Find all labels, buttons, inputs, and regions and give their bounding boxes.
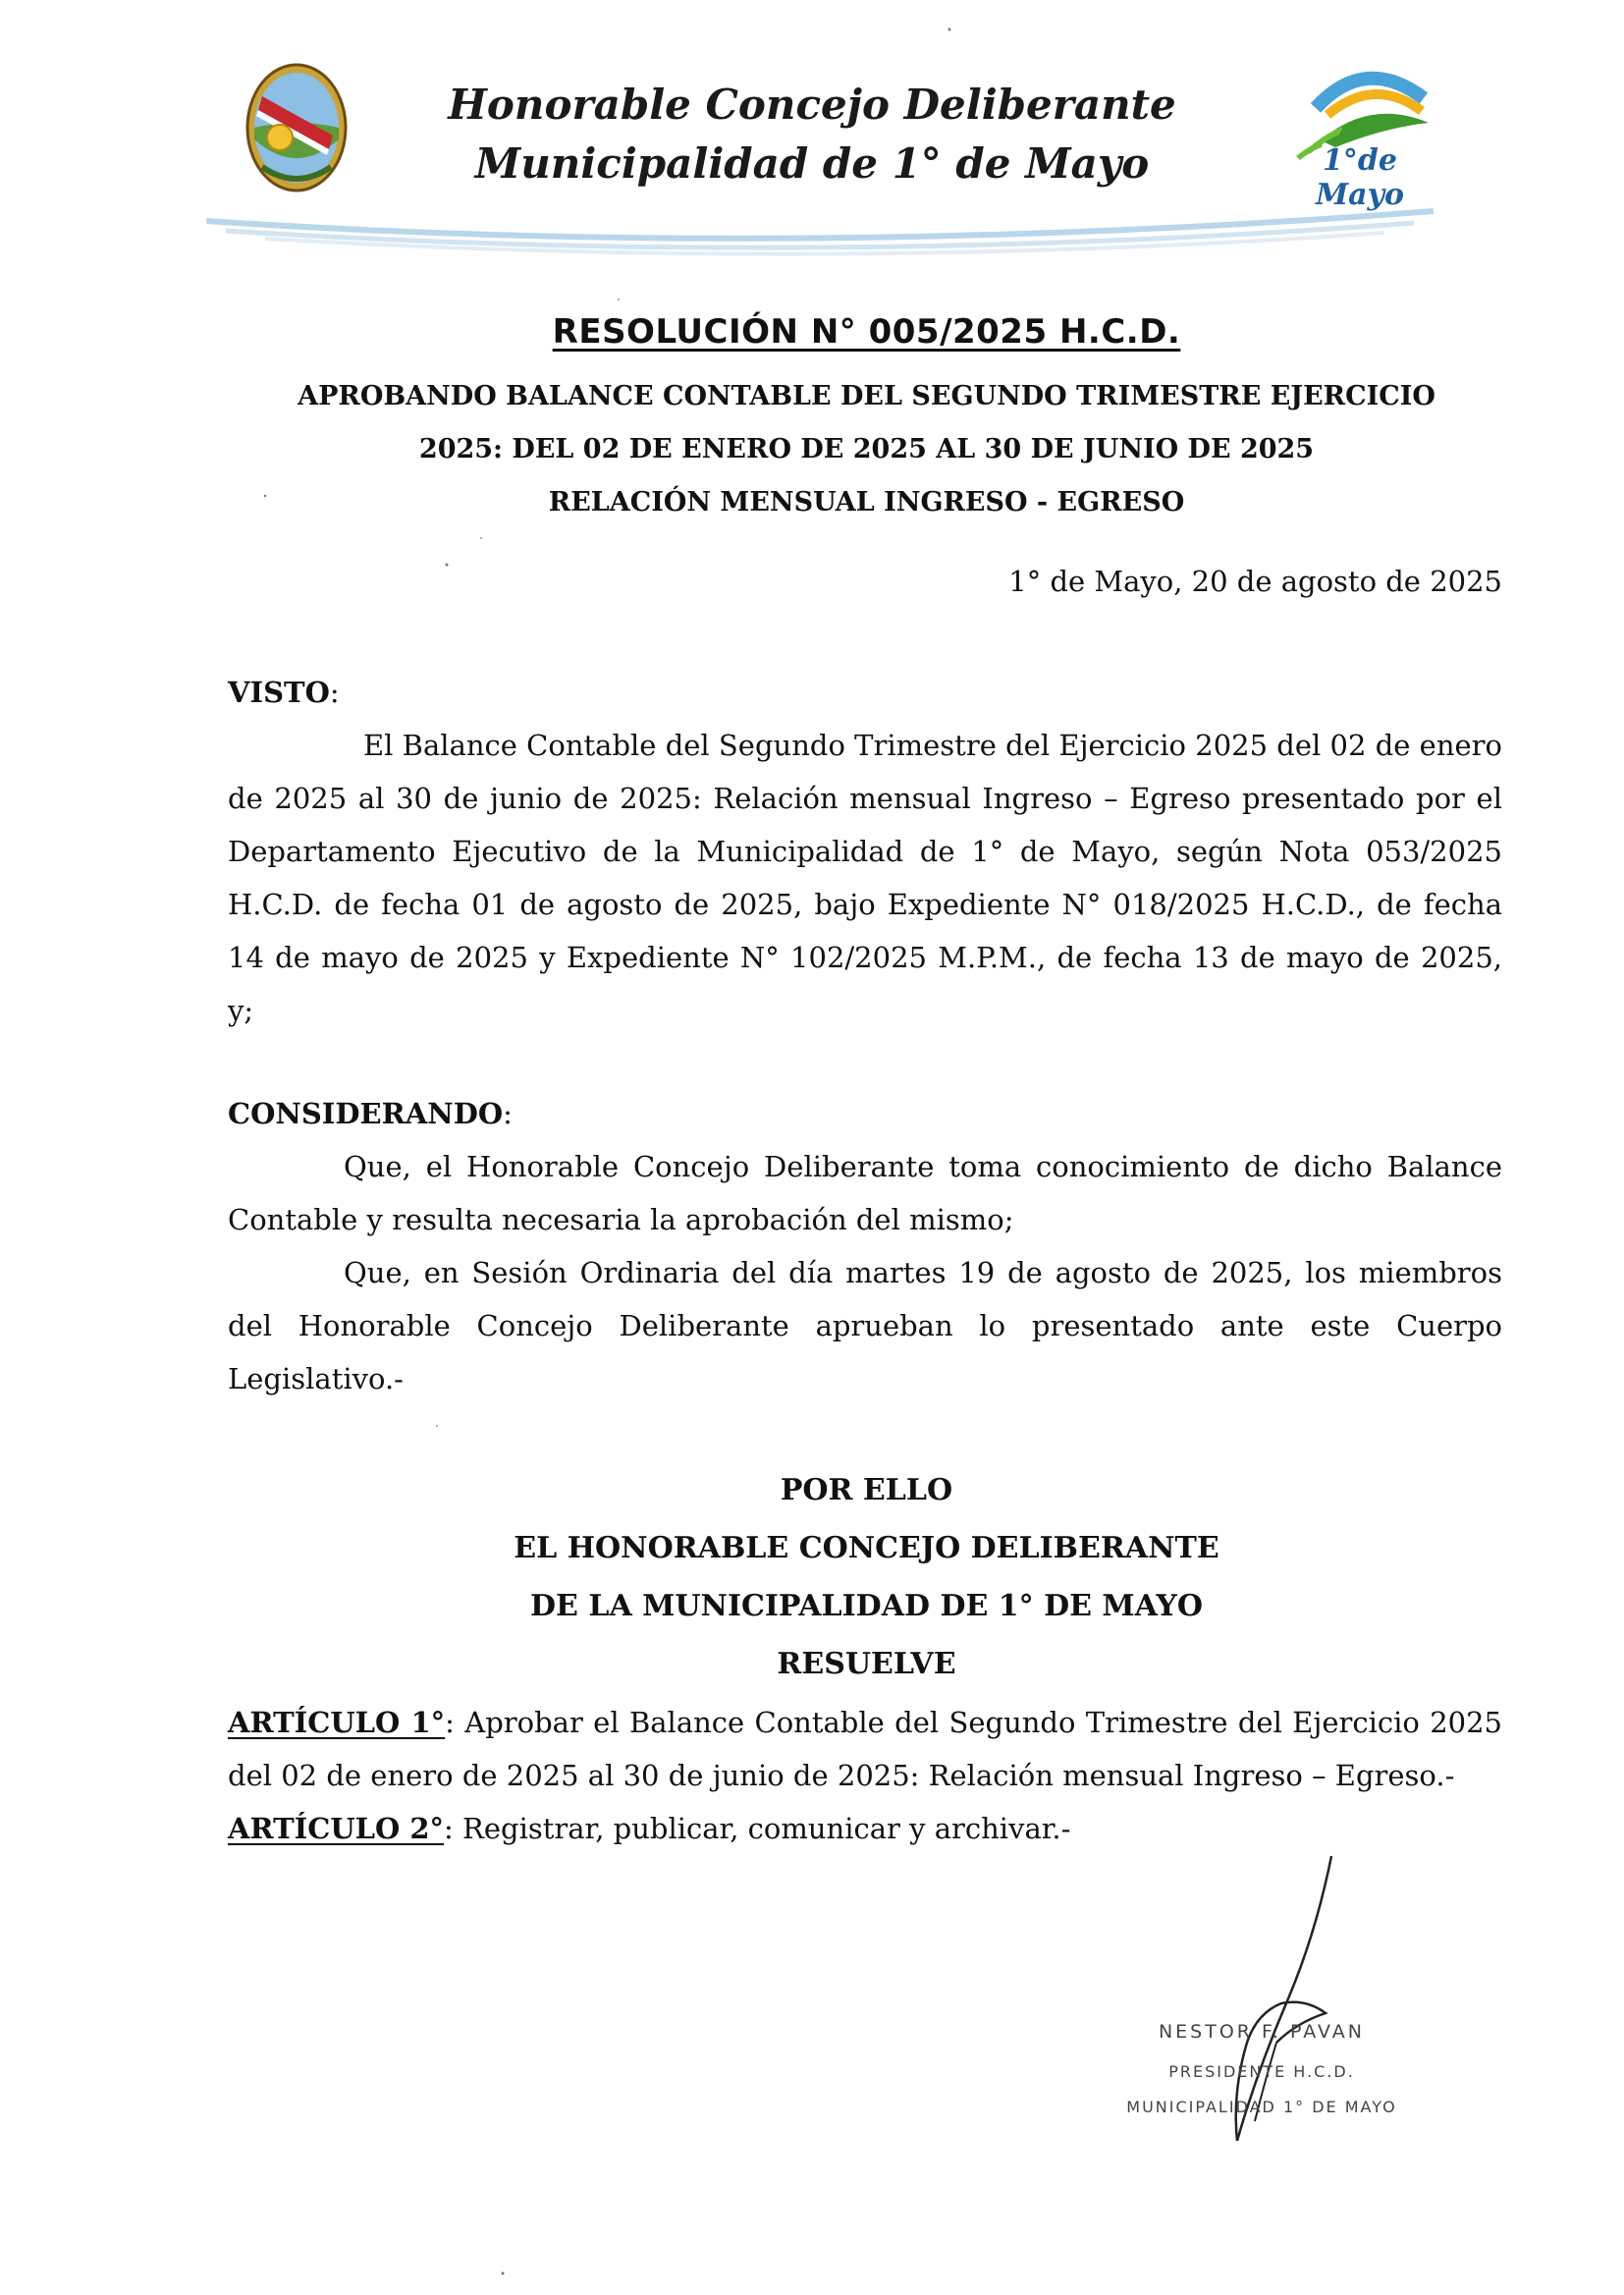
hcd-heading: EL HONORABLE CONCEJO DELIBERANTE	[514, 1531, 1219, 1565]
municipality-heading: DE LA MUNICIPALIDAD DE 1° DE MAYO	[530, 1589, 1203, 1623]
por-ello-heading: POR ELLO	[780, 1473, 953, 1507]
header-subtitle: Municipalidad de 1° de Mayo	[474, 139, 1150, 188]
article-1-label: ARTÍCULO 1°	[228, 1706, 446, 1739]
considerando-heading-label: CONSIDERANDO	[228, 1097, 504, 1130]
stamp-entity: MUNICIPALIDAD 1° DE MAYO	[1126, 2098, 1397, 2116]
considerando-heading	[228, 1097, 513, 1130]
resolution-subtitle-2: 2025: DEL 02 DE ENERO DE 2025 AL 30 DE JUNIO DE 2025	[418, 434, 1315, 464]
considerando-paragraph-2: Que, en Sesión Ordinaria del día martes 19 de agosto de 2025, los miembros del Honorable Concejo Deliberante aprueban lo presentado ante este Cuerpo Legislativo.-	[228, 1256, 1502, 1395]
header-title: Honorable Concejo Deliberante	[448, 81, 1176, 129]
article-1	[228, 1696, 1502, 1802]
document-date: 1° de Mayo, 20 de agosto de 2025	[1008, 565, 1502, 598]
visto-paragraph: El Balance Contable del Segundo Trimestre del Ejercicio 2025 del 02 de enero de 2025 al 30 de junio de 2025: Relación mensual Ingreso – Egreso presentado por el Departamento Ejecutivo de la Municipalidad de 1° de Mayo, según Nota 053/2025 H.C.D. de fecha 01 de agosto de 2025, bajo Expediente N° 018/2025 H.C.D., de fecha 14 de mayo de 2025 y Expediente N° 102/2025 M.P.M., de fecha 13 de mayo de 2025, y;	[228, 729, 1502, 1027]
header-swoosh-decoration	[206, 201, 1434, 270]
stamp-name: NESTOR F. PAVAN	[1158, 2021, 1366, 2043]
stamp-role: PRESIDENTE H.C.D.	[1168, 2062, 1355, 2081]
considerando-paragraph-1: Que, el Honorable Concejo Deliberante toma conocimiento de dicho Balance Contable y resulta necesaria la aprobación del mismo;	[228, 1150, 1502, 1236]
municipality-logo-text: 1°de Mayo	[1315, 143, 1405, 212]
visto-heading	[228, 676, 340, 709]
visto-heading-colon: :	[329, 676, 340, 709]
resolution-subtitle-1: APROBANDO BALANCE CONTABLE DEL SEGUNDO TRIMESTRE EJERCICIO	[298, 381, 1435, 411]
article-2-text: : Registrar, publicar, comunicar y archivar.-	[444, 1812, 1071, 1845]
considerando-heading-colon: :	[503, 1097, 513, 1130]
resolution-subtitle-3: RELACIÓN MENSUAL INGRESO - EGRESO	[548, 487, 1185, 518]
resolution-title: RESOLUCIÓN N° 005/2025 H.C.D.	[552, 312, 1181, 352]
article-2-label: ARTÍCULO 2°	[228, 1812, 445, 1845]
visto-heading-label: VISTO	[228, 676, 330, 709]
resuelve-heading: RESUELVE	[777, 1647, 956, 1681]
article-1-text: : Aprobar el Balance Contable del Segundo Trimestre del Ejercicio 2025 del 02 de enero de 2025 al 30 de junio de 2025: Relación mensual Ingreso – Egreso.-	[228, 1706, 1503, 1792]
handwritten-signature	[1139, 1846, 1434, 2180]
